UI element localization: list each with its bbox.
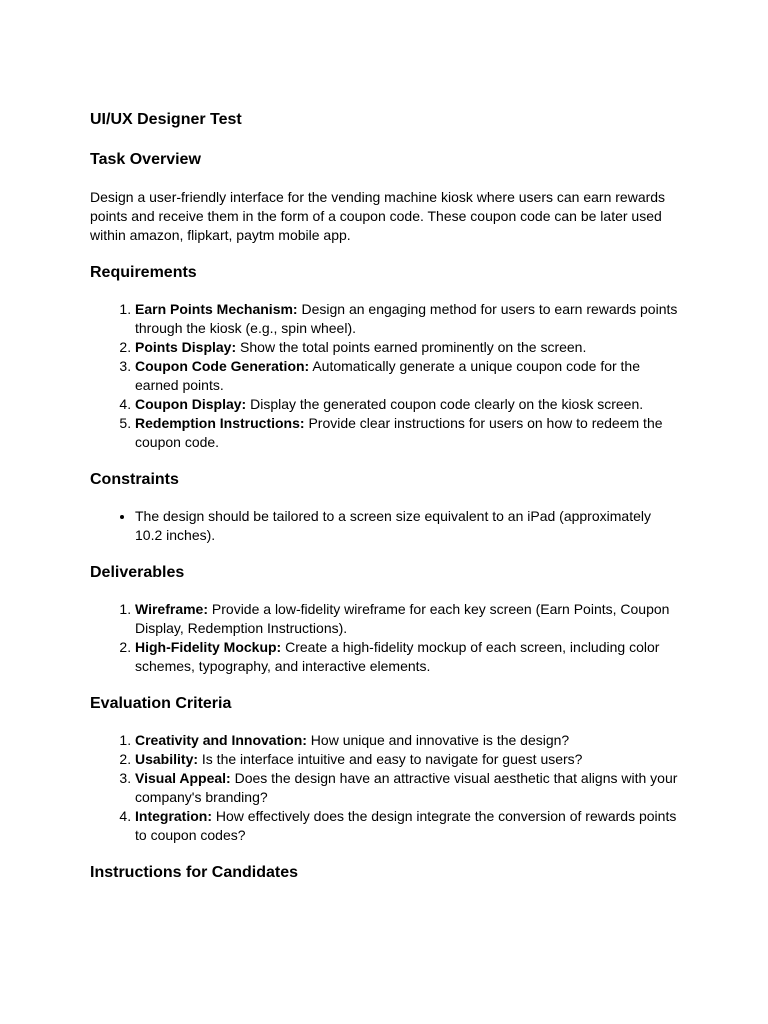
- heading-requirements: Requirements: [90, 264, 197, 281]
- section-requirements: [90, 263, 678, 452]
- heading-deliverables: Deliverables: [90, 564, 185, 581]
- heading-task-overview: Task Overview: [90, 151, 201, 168]
- item-term: Creativity and Innovation:: [135, 732, 307, 748]
- list-item: [135, 807, 678, 845]
- item-term: Points Display:: [135, 339, 237, 355]
- list-item: [135, 395, 678, 414]
- item-text: Design an engaging method for users to earn rewards points through the kiosk (e.g., spin wheel).: [135, 301, 678, 336]
- heading-instructions: Instructions for Candidates: [90, 864, 299, 881]
- heading-evaluation-criteria: Evaluation Criteria: [90, 695, 232, 712]
- list-item: [135, 769, 678, 807]
- item-term: High-Fidelity Mockup:: [135, 639, 282, 655]
- list-item: [135, 750, 678, 769]
- item-term: Usability:: [135, 751, 199, 767]
- item-text: Does the design have an attractive visual aesthetic that aligns with your company's branding?: [135, 770, 678, 805]
- item-term: Coupon Code Generation:: [135, 358, 310, 374]
- item-text: Is the interface intuitive and easy to navigate for guest users?: [198, 751, 583, 767]
- list-item: • The design should be tailored to a screen size equivalent to an iPad (approximately 10.2 inches).: [135, 507, 678, 545]
- list-item: [135, 357, 678, 395]
- item-text: Display the generated coupon code clearly on the kiosk screen.: [246, 396, 644, 412]
- section-instructions: [90, 863, 678, 883]
- item-term: Wireframe:: [135, 601, 209, 617]
- item-term: Integration:: [135, 808, 212, 824]
- requirements-list: [90, 300, 678, 452]
- item-term: Coupon Display:: [135, 396, 247, 412]
- heading-constraints: Constraints: [90, 471, 179, 488]
- item-text: Automatically generate a unique coupon code for the earned points.: [135, 358, 641, 393]
- item-term: Earn Points Mechanism:: [135, 301, 298, 317]
- list-item: [135, 300, 678, 338]
- item-term: Redemption Instructions:: [135, 415, 305, 431]
- list-item: [135, 638, 678, 676]
- section-deliverables: [90, 563, 678, 676]
- item-text: Provide clear instructions for users on how to redeem the coupon code.: [135, 415, 663, 450]
- constraints-list: [90, 507, 678, 545]
- section-constraints: [90, 470, 678, 545]
- list-item: [135, 731, 678, 750]
- evaluation-list: [90, 731, 678, 845]
- document-title: UI/UX Designer Test: [90, 111, 242, 128]
- item-text: Create a high-fidelity mockup of each screen, including color schemes, typography, and interactive elements.: [135, 639, 660, 674]
- item-text: How unique and innovative is the design?: [306, 732, 570, 748]
- section-task-overview: [90, 150, 678, 245]
- section-evaluation-criteria: [90, 694, 678, 845]
- deliverables-list: [90, 600, 678, 676]
- item-text: How effectively does the design integrate the conversion of rewards points to coupon codes?: [135, 808, 677, 843]
- list-item: [135, 338, 678, 357]
- item-text: Provide a low-fidelity wireframe for each key screen (Earn Points, Coupon Display, Redemption Instructions).: [135, 601, 670, 636]
- overview-paragraph: Design a user-friendly interface for the vending machine kiosk where users can earn rewards points and receive them in the form of a coupon code. These coupon code can be later used within amazon, flipkart, paytm mobile app.: [90, 189, 666, 243]
- list-item: [135, 600, 678, 638]
- item-text: Show the total points earned prominently on the screen.: [236, 339, 587, 355]
- item-term: Visual Appeal:: [135, 770, 231, 786]
- list-item: [135, 414, 678, 452]
